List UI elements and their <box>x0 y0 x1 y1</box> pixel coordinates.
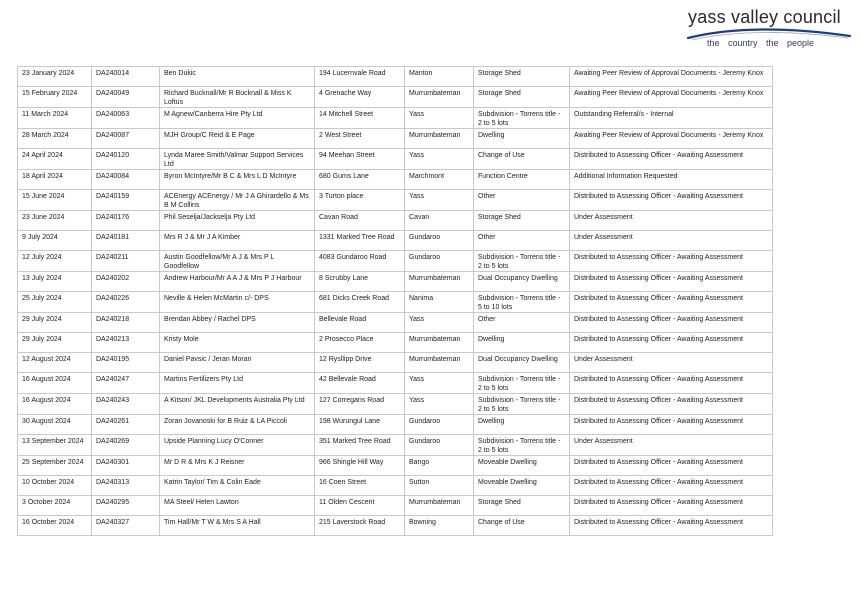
applicant-cell: Andrew Harbour/Mr A A J & Mrs P J Harbour <box>160 272 315 292</box>
applicant-cell: Byron McIntyre/Mr B C & Mrs L D McIntyre <box>160 170 315 190</box>
status-cell: Distributed to Assessing Officer - Awaiting Assessment <box>570 456 773 476</box>
table-row <box>18 170 773 190</box>
lodgement-date-cell: 9 July 2024 <box>18 231 92 251</box>
development-type-cell: Change of Use <box>474 149 570 170</box>
locality-cell: Murrumbateman <box>405 272 474 292</box>
da-number-cell: DA240247 <box>92 373 160 394</box>
status-cell: Distributed to Assessing Officer - Awaiting Assessment <box>570 190 773 211</box>
table-row <box>18 149 773 170</box>
lodgement-date-cell: 28 March 2024 <box>18 129 92 149</box>
applicant-cell: MA Steel/ Helen Lawton <box>160 496 315 516</box>
da-number-cell: DA240087 <box>92 129 160 149</box>
locality-cell: Yass <box>405 313 474 333</box>
status-cell: Awaiting Peer Review of Approval Documents - Jeremy Knox <box>570 87 773 108</box>
applicant-cell: Tim Hall/Mr T W & Mrs S A Hall <box>160 516 315 536</box>
status-cell: Distributed to Assessing Officer - Awaiting Assessment <box>570 415 773 435</box>
development-type-cell: Subdivision - Torrens title - 2 to 5 lots <box>474 373 570 394</box>
lodgement-date-cell: 15 February 2024 <box>18 87 92 108</box>
lodgement-date-cell: 16 August 2024 <box>18 373 92 394</box>
address-cell: 94 Meehan Street <box>315 149 405 170</box>
address-cell: 42 Bellevale Road <box>315 373 405 394</box>
address-cell: 12 Rysllipp Drive <box>315 353 405 373</box>
address-cell: 2 Prosecco Place <box>315 333 405 353</box>
locality-cell: Gundaroo <box>405 435 474 456</box>
lodgement-date-cell: 23 June 2024 <box>18 211 92 231</box>
applicant-cell: ACEnergy ACEnergy / Mr J A Ghirardello & Ms B M Collins <box>160 190 315 211</box>
da-number-cell: DA240176 <box>92 211 160 231</box>
table-row <box>18 394 773 415</box>
development-type-cell: Subdivision - Torrens title - 2 to 5 lots <box>474 435 570 456</box>
applicant-cell: Katrin Taylor/ Tim & Colin Eade <box>160 476 315 496</box>
da-number-cell: DA240195 <box>92 353 160 373</box>
address-cell: 351 Marked Tree Road <box>315 435 405 456</box>
lodgement-date-cell: 11 March 2024 <box>18 108 92 129</box>
address-cell: 215 Laverstock Road <box>315 516 405 536</box>
locality-cell: Murrumbateman <box>405 129 474 149</box>
da-number-cell: DA240084 <box>92 170 160 190</box>
da-number-cell: DA240159 <box>92 190 160 211</box>
table-row <box>18 129 773 149</box>
da-number-cell: DA240261 <box>92 415 160 435</box>
lodgement-date-cell: 12 July 2024 <box>18 251 92 272</box>
da-number-cell: DA240049 <box>92 87 160 108</box>
address-cell: 966 Shingle Hill Way <box>315 456 405 476</box>
status-cell: Distributed to Assessing Officer - Awaiting Assessment <box>570 292 773 313</box>
locality-cell: Murrumbateman <box>405 87 474 108</box>
logo-title: yass valley council <box>688 7 841 27</box>
address-cell: 14 Mitchell Street <box>315 108 405 129</box>
address-cell: 194 Lucernvale Road <box>315 67 405 87</box>
logo-tagline: the country the people <box>707 38 815 48</box>
table-row <box>18 476 773 496</box>
lodgement-date-cell: 23 January 2024 <box>18 67 92 87</box>
address-cell: 4083 Gundaroo Road <box>315 251 405 272</box>
address-cell: 198 Wurungul Lane <box>315 415 405 435</box>
locality-cell: Nanima <box>405 292 474 313</box>
locality-cell: Murrumbateman <box>405 333 474 353</box>
status-cell: Under Assessment <box>570 211 773 231</box>
lodgement-date-cell: 16 August 2024 <box>18 394 92 415</box>
table-row <box>18 251 773 272</box>
status-cell: Distributed to Assessing Officer - Awaiting Assessment <box>570 272 773 292</box>
address-cell: 11 Olden Cescent <box>315 496 405 516</box>
status-cell: Distributed to Assessing Officer - Awaiting Assessment <box>570 333 773 353</box>
applicant-cell: A Kitson/ JKL Developments Australia Pty Ltd <box>160 394 315 415</box>
address-cell: 1331 Marked Tree Road <box>315 231 405 251</box>
applicant-cell: Brendan Abbey / Rachel DPS <box>160 313 315 333</box>
locality-cell: Murrumbateman <box>405 496 474 516</box>
status-cell: Distributed to Assessing Officer - Awaiting Assessment <box>570 516 773 536</box>
table-row <box>18 211 773 231</box>
address-cell: 680 Gums Lane <box>315 170 405 190</box>
table-row <box>18 190 773 211</box>
da-number-cell: DA240243 <box>92 394 160 415</box>
da-number-cell: DA240063 <box>92 108 160 129</box>
applicant-cell: Kristy Mole <box>160 333 315 353</box>
applicant-cell: Upside Planning Lucy O'Conner <box>160 435 315 456</box>
lodgement-date-cell: 13 September 2024 <box>18 435 92 456</box>
development-type-cell: Other <box>474 190 570 211</box>
locality-cell: Yass <box>405 373 474 394</box>
development-type-cell: Dwelling <box>474 129 570 149</box>
status-cell: Distributed to Assessing Officer - Awaiting Assessment <box>570 394 773 415</box>
da-number-cell: DA240181 <box>92 231 160 251</box>
status-cell: Under Assessment <box>570 435 773 456</box>
development-type-cell: Dwelling <box>474 415 570 435</box>
applicant-cell: Austin Goodfellow/Mr A J & Mrs P L Goodfellow <box>160 251 315 272</box>
address-cell: 127 Corregans Road <box>315 394 405 415</box>
locality-cell: Yass <box>405 149 474 170</box>
applicant-cell: Richard Bucknall/Mr R Bucknall & Miss K Loftus <box>160 87 315 108</box>
locality-cell: Bango <box>405 456 474 476</box>
table-row <box>18 373 773 394</box>
development-type-cell: Storage Shed <box>474 67 570 87</box>
table-row <box>18 415 773 435</box>
da-number-cell: DA240269 <box>92 435 160 456</box>
da-number-cell: DA240213 <box>92 333 160 353</box>
table-row <box>18 333 773 353</box>
lodgement-date-cell: 29 July 2024 <box>18 333 92 353</box>
address-cell: Cavan Road <box>315 211 405 231</box>
development-type-cell: Storage Shed <box>474 211 570 231</box>
lodgement-date-cell: 24 April 2024 <box>18 149 92 170</box>
table-row <box>18 435 773 456</box>
table-row <box>18 353 773 373</box>
lodgement-date-cell: 13 July 2024 <box>18 272 92 292</box>
da-number-cell: DA240301 <box>92 456 160 476</box>
address-cell: 8 Scrubby Lane <box>315 272 405 292</box>
applicant-cell: Mr D R & Mrs K J Reisner <box>160 456 315 476</box>
applicant-cell: Lynda Maree Smith/Valmar Support Services Ltd <box>160 149 315 170</box>
status-cell: Outstanding Referral/s - Internal <box>570 108 773 129</box>
development-type-cell: Subdivision - Torrens title - 2 to 5 lots <box>474 108 570 129</box>
table-row <box>18 231 773 251</box>
locality-cell: Gundaroo <box>405 415 474 435</box>
table-row <box>18 108 773 129</box>
da-number-cell: DA240014 <box>92 67 160 87</box>
address-cell: 2 West Street <box>315 129 405 149</box>
status-cell: Distributed to Assessing Officer - Awaiting Assessment <box>570 496 773 516</box>
development-type-cell: Other <box>474 231 570 251</box>
status-cell: Under Assessment <box>570 353 773 373</box>
applicant-cell: Zoran Jovanoski for B Ruiz & LA Piccoli <box>160 415 315 435</box>
development-type-cell: Dual Occupancy Dwelling <box>474 353 570 373</box>
development-type-cell: Subdivision - Torrens title - 2 to 5 lots <box>474 394 570 415</box>
table-row <box>18 313 773 333</box>
development-type-cell: Other <box>474 313 570 333</box>
table-row <box>18 516 773 536</box>
locality-cell: Murrumbateman <box>405 353 474 373</box>
da-number-cell: DA240211 <box>92 251 160 272</box>
development-type-cell: Change of Use <box>474 516 570 536</box>
status-cell: Distributed to Assessing Officer - Awaiting Assessment <box>570 476 773 496</box>
status-cell: Additional Information Requested <box>570 170 773 190</box>
development-type-cell: Moveable Dwelling <box>474 476 570 496</box>
locality-cell: Yass <box>405 394 474 415</box>
table-row <box>18 87 773 108</box>
table-row <box>18 292 773 313</box>
locality-cell: Bowning <box>405 516 474 536</box>
applicant-cell: Daniel Pavsic / Jeran Moran <box>160 353 315 373</box>
lodgement-date-cell: 3 October 2024 <box>18 496 92 516</box>
lodgement-date-cell: 12 August 2024 <box>18 353 92 373</box>
table-row <box>18 67 773 87</box>
da-number-cell: DA240327 <box>92 516 160 536</box>
locality-cell: Gundaroo <box>405 231 474 251</box>
status-cell: Awaiting Peer Review of Approval Documents - Jeremy Knox <box>570 67 773 87</box>
development-type-cell: Subdivision - Torrens title - 2 to 5 lots <box>474 251 570 272</box>
applicant-cell: M Agnew/Canberra Hire Pty Ltd <box>160 108 315 129</box>
address-cell: 3 Turton place <box>315 190 405 211</box>
applicant-cell: Phil Seselja/Jackselja Pty Ltd <box>160 211 315 231</box>
address-cell: Bellevale Road <box>315 313 405 333</box>
development-applications-table <box>17 66 773 536</box>
lodgement-date-cell: 10 October 2024 <box>18 476 92 496</box>
locality-cell: Yass <box>405 108 474 129</box>
address-cell: 16 Coen Street <box>315 476 405 496</box>
locality-cell: Manton <box>405 67 474 87</box>
council-logo <box>682 6 854 54</box>
da-number-cell: DA240120 <box>92 149 160 170</box>
lodgement-date-cell: 29 July 2024 <box>18 313 92 333</box>
applicant-cell: Neville & Helen McMartin c/- DPS <box>160 292 315 313</box>
status-cell: Awaiting Peer Review of Approval Documents - Jeremy Knox <box>570 129 773 149</box>
development-type-cell: Storage Shed <box>474 87 570 108</box>
locality-cell: Yass <box>405 190 474 211</box>
status-cell: Distributed to Assessing Officer - Awaiting Assessment <box>570 149 773 170</box>
lodgement-date-cell: 30 August 2024 <box>18 415 92 435</box>
lodgement-date-cell: 15 June 2024 <box>18 190 92 211</box>
status-cell: Distributed to Assessing Officer - Awaiting Assessment <box>570 251 773 272</box>
status-cell: Distributed to Assessing Officer - Awaiting Assessment <box>570 373 773 394</box>
development-type-cell: Function Centre <box>474 170 570 190</box>
da-number-cell: DA240218 <box>92 313 160 333</box>
locality-cell: Cavan <box>405 211 474 231</box>
da-number-cell: DA240313 <box>92 476 160 496</box>
da-number-cell: DA240202 <box>92 272 160 292</box>
applicant-cell: Martins Fertilizers Pty Ltd <box>160 373 315 394</box>
status-cell: Under Assessment <box>570 231 773 251</box>
table-row <box>18 272 773 292</box>
development-type-cell: Dual Occupancy Dwelling <box>474 272 570 292</box>
status-cell: Distributed to Assessing Officer - Awaiting Assessment <box>570 313 773 333</box>
table-row <box>18 456 773 476</box>
da-number-cell: DA240226 <box>92 292 160 313</box>
applicant-cell: Ben Dukic <box>160 67 315 87</box>
development-type-cell: Dwelling <box>474 333 570 353</box>
applicant-cell: MJH Group/C Reid & E Page <box>160 129 315 149</box>
development-type-cell: Storage Shed <box>474 496 570 516</box>
table-row <box>18 496 773 516</box>
locality-cell: Gundaroo <box>405 251 474 272</box>
address-cell: 681 Dicks Creek Road <box>315 292 405 313</box>
locality-cell: Marchmont <box>405 170 474 190</box>
lodgement-date-cell: 16 October 2024 <box>18 516 92 536</box>
lodgement-date-cell: 18 April 2024 <box>18 170 92 190</box>
address-cell: 4 Grenache Way <box>315 87 405 108</box>
lodgement-date-cell: 25 September 2024 <box>18 456 92 476</box>
development-type-cell: Subdivision - Torrens title - 5 to 10 lots <box>474 292 570 313</box>
development-type-cell: Moveable Dwelling <box>474 456 570 476</box>
applicant-cell: Mrs R J & Mr J A Kimber <box>160 231 315 251</box>
lodgement-date-cell: 25 July 2024 <box>18 292 92 313</box>
da-number-cell: DA240295 <box>92 496 160 516</box>
locality-cell: Sutton <box>405 476 474 496</box>
